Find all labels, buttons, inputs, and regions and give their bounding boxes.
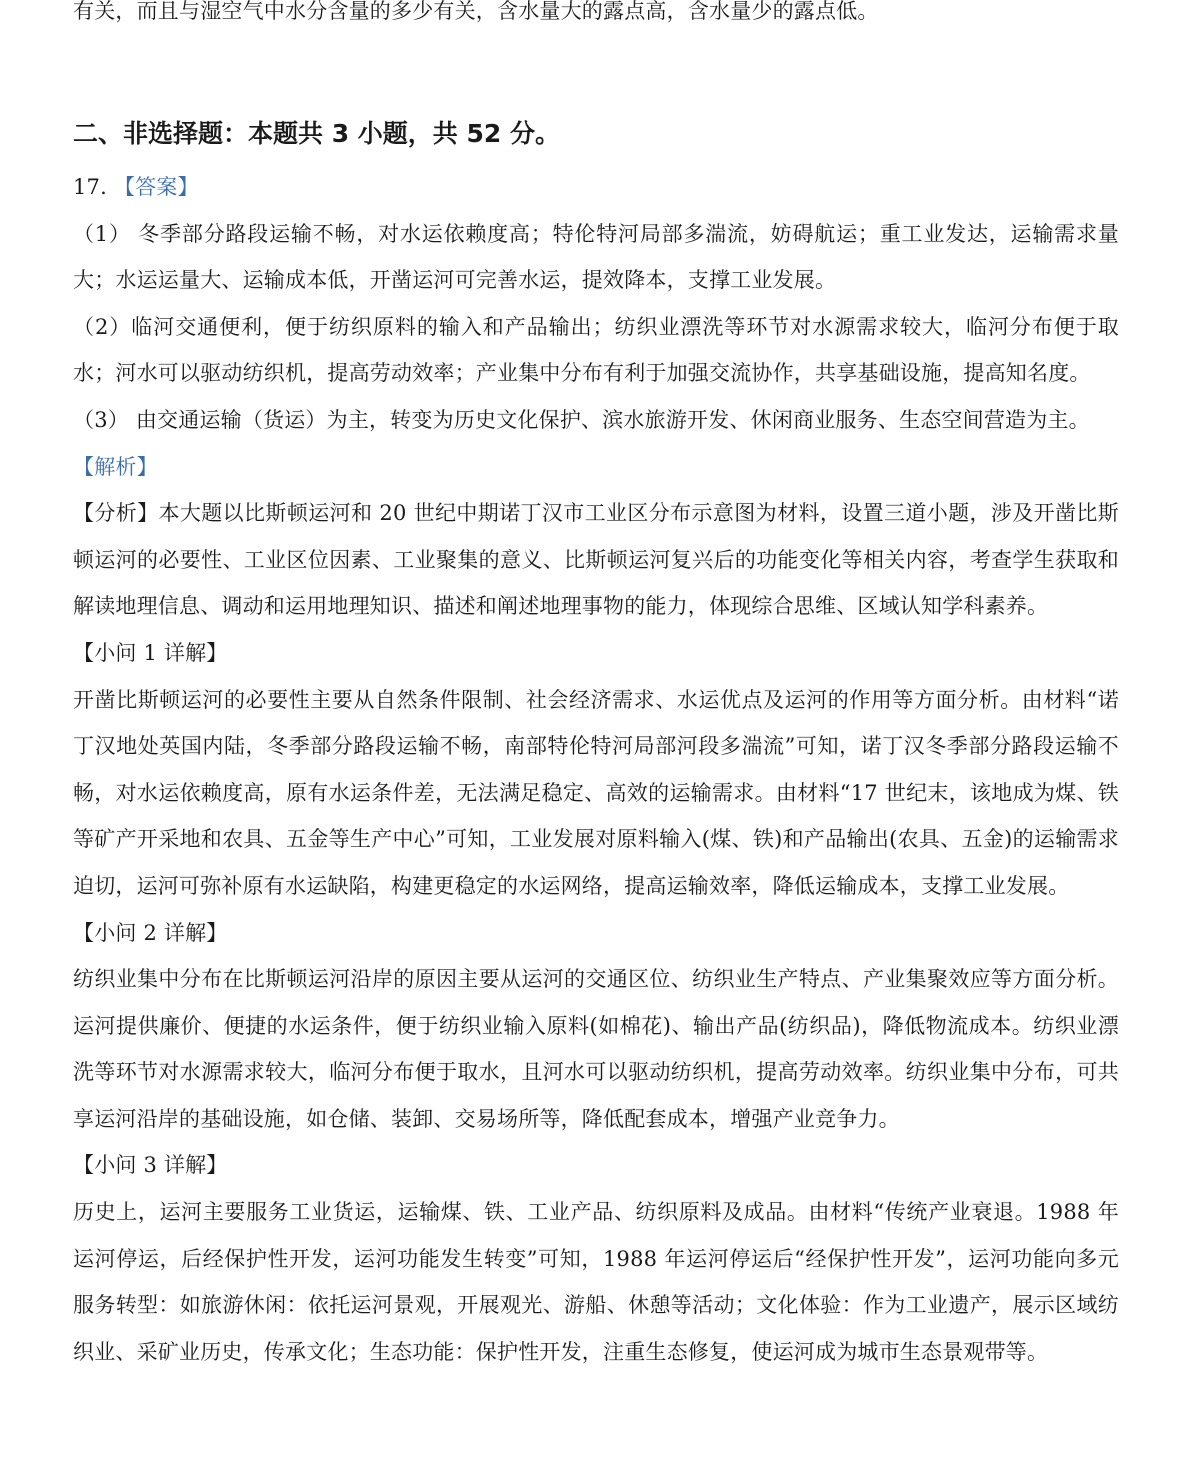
analysis-label: 【解析】	[73, 454, 158, 479]
intro-paragraph: 有关，而且与湿空气中水分含量的多少有关，含水量大的露点高，含水量少的露点低。	[73, 0, 879, 23]
section-title: 二、非选择题：本题共 3 小题，共 52 分。	[73, 119, 561, 148]
detail-heading-2: 【小问 2 详解】	[73, 920, 228, 945]
answer-part-2: （2）临河交通便利，便于纺织原料的输入和产品输出；纺织业漂洗等环节对水源需求较大，临河分布便于取水；河水可以驱动纺织机，提高劳动效率；产业集中分布有利于加强交流协作，共享基础设施，提高知名度。	[73, 314, 1119, 386]
detail-text-2: 纺织业集中分布在比斯顿运河沿岸的原因主要从运河的交通区位、纺织业生产特点、产业集聚效应等方面分析。运河提供廉价、便捷的水运条件，便于纺织业输入原料(如棉花)、输出产品(纺织品)，降低物流成本。纺织业漂洗等环节对水源需求较大，临河分布便于取水，且河水可以驱动纺织机，提高劳动效率。纺织业集中分布，可共享运河沿岸的基础设施，如仓储、装卸、交易场所等，降低配套成本，增强产业竞争力。	[73, 967, 1119, 1131]
question-17	[73, 164, 1119, 1375]
question-number: 17.	[73, 175, 107, 199]
detail-heading-3: 【小问 3 详解】	[73, 1153, 228, 1178]
answer-part-1: （1） 冬季部分路段运输不畅，对水运依赖度高；特伦特河局部多湍流，妨碍航运；重工业发达，运输需求量大；水运运量大、运输成本低，开凿运河可完善水运，提效降本，支撑工业发展。	[73, 221, 1119, 293]
detail-heading-1: 【小问 1 详解】	[73, 640, 228, 665]
answer-part-3: （3） 由交通运输（货运）为主，转变为历史文化保护、滨水旅游开发、休闲商业服务、生态空间营造为主。	[73, 407, 1090, 432]
detail-text-1: 开凿比斯顿运河的必要性主要从自然条件限制、社会经济需求、水运优点及运河的作用等方面分析。由材料“诺丁汉地处英国内陆，冬季部分路段运输不畅，南部特伦特河局部河段多湍流”可知，诺丁汉冬季部分路段运输不畅，对水运依赖度高，原有水运条件差，无法满足稳定、高效的运输需求。由材料“17 世纪末，该地成为煤、铁等矿产开采地和农具、五金等生产中心”可知，工业发展对原料输入(煤、铁)和产品输出(农具、五金)的运输需求迫切，运河可弥补原有水运缺陷，构建更稳定的水运网络，提高运输效率，降低运输成本，支撑工业发展。	[73, 687, 1119, 898]
analysis-paragraph: 【分析】本大题以比斯顿运河和 20 世纪中期诺丁汉市工业区分布示意图为材料，设置三道小题，涉及开凿比斯顿运河的必要性、工业区位因素、工业聚集的意义、比斯顿运河复兴后的功能变化等相关内容，考查学生获取和解读地理信息、调动和运用地理知识、描述和阐述地理事物的能力，体现综合思维、区域认知学科素养。	[73, 501, 1119, 619]
detail-text-3: 历史上，运河主要服务工业货运，运输煤、铁、工业产品、纺织原料及成品。由材料“传统产业衰退。1988 年运河停运，后经保护性开发，运河功能发生转变”可知，1988 年运河停运后“经保护性开发”，运河功能向多元服务转型：如旅游休闲：依托运河景观，开展观光、游船、休憩等活动；文化体验：作为工业遗产，展示区域纺织业、采矿业历史，传承文化；生态功能：保护性开发，注重生态修复，使运河成为城市生态景观带等。	[73, 1200, 1119, 1364]
answer-label: 【答案】	[113, 175, 199, 199]
answer-heading	[73, 164, 1119, 211]
